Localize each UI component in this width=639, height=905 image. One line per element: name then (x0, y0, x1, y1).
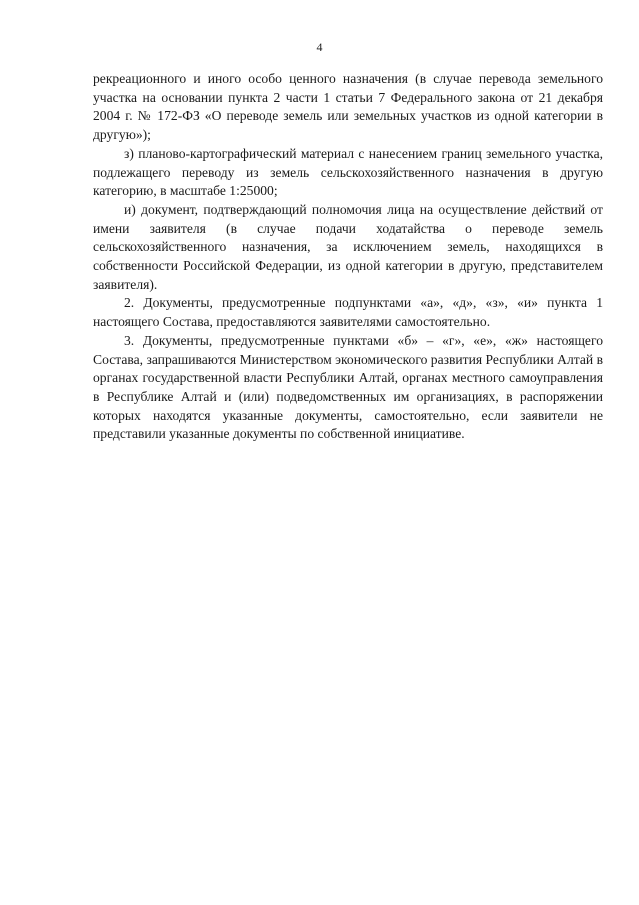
paragraph-item-z: з) планово-картографический материал с нанесением границ земельного участка, подлежащего переводу из земель сельскохозяйственного назначения в другую категорию, в масштабе 1:25000; (93, 145, 603, 199)
paragraph-clause-3: 3. Документы, предусмотренные пунктами «б» – «г», «е», «ж» настоящего Состава, запрашиваются Министерством экономического развития Республики Алтай в органах государственной власти Республики Алтай, органах местного самоуправления в Республике Алтай и (или) подведомственных им организациях, в распоряжении которых находятся указанные документы, самостоятельно, если заявители не представили указанные документы по собственной инициативе. (93, 332, 603, 442)
paragraph-clause-2: 2. Документы, предусмотренные подпунктами «а», «д», «з», «и» пункта 1 настоящего Состава, предоставляются заявителями самостоятельно. (93, 295, 603, 330)
paragraph-continuation: рекреационного и иного особо ценного назначения (в случае перевода земельного участка на основании пункта 2 части 1 статьи 7 Федерального закона от 21 декабря 2004 г. № 172-ФЗ «О переводе земель или земельных участков из одной категории в другую»); (93, 71, 603, 143)
page-number: 4 (316, 40, 323, 54)
document-body (93, 70, 603, 444)
paragraph-item-i: и) документ, подтверждающий полномочия лица на осуществление действий от имени заявителя (в случае подачи ходатайства о переводе земель сельскохозяйственного назначения, за исключением земель, находящихся в собственности Российской Федерации, из одной категории в другую, представителем заявителя). (93, 201, 603, 292)
